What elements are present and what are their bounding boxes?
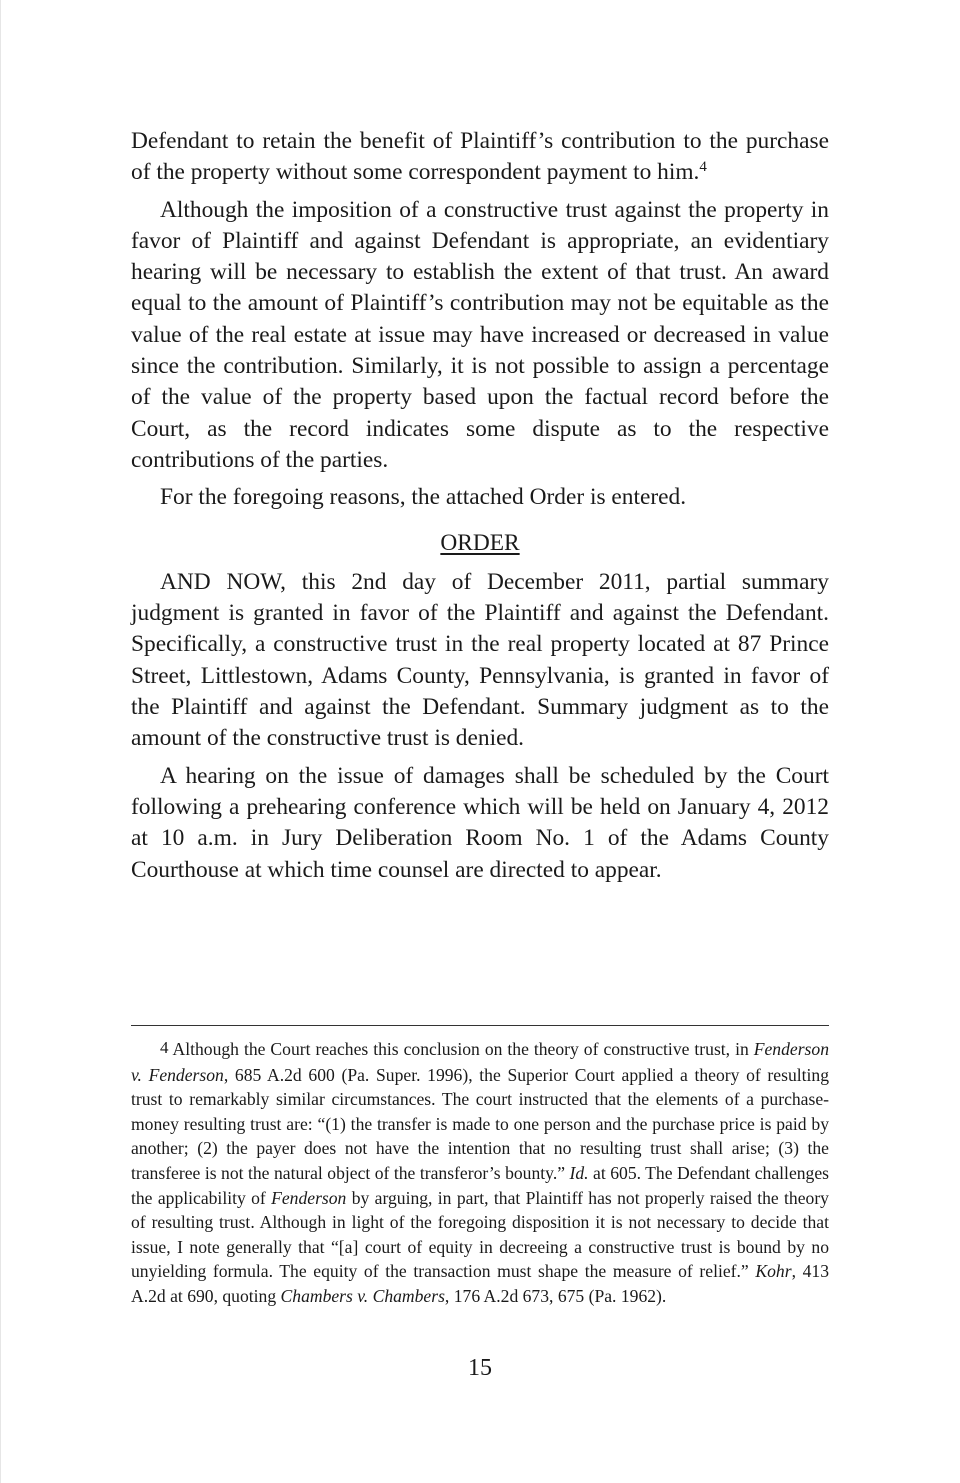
case-citation: Id.: [569, 1162, 589, 1183]
footnote-number: 4: [160, 1038, 169, 1057]
case-citation: Fenderson v. Fenderson: [131, 1039, 829, 1085]
case-citation: Fenderson: [271, 1187, 347, 1208]
page-number: 15: [468, 1355, 492, 1381]
paragraph-continuation: Defendant to retain the benefit of Plaintiff’s contribution to the purchase of the property without some correspondent payment to him.$^4$: [131, 128, 829, 186]
paragraph-evidentiary-hearing: Although the imposition of a constructive trust against the property in favor of Plaintiff and against Defendant is appropriate, an evidentiary hearing will be necessary to establish the extent of that trust. An award equal to the amount of Plaintiff’s contribution may not be equitable as the value of the real estate at issue may have increased or decreased in value since the contribution. Similarly, it is not possible to assign a percentage of the value of the property based upon the factual record before the Court, as the record indicates some dispute as to the respective contributions of the parties.: [131, 196, 829, 473]
paragraph-foregoing-reasons: For the foregoing reasons, the attached Order is entered.: [160, 484, 687, 511]
paragraph-hearing: A hearing on the issue of damages shall be scheduled by the Court following a prehearing conference which will be held on January 4, 2012 at 10 a.m. in Jury Deliberation Room No. 1 of the Adams County Courthouse at which time counsel are directed to appear.: [131, 762, 829, 883]
main-text: [131, 126, 829, 886]
paragraph-order: AND NOW, this 2nd day of December 2011, partial summary judgment is granted in favor of the Plaintiff and against the Defendant. Specifically, a constructive trust in the real property located at 87 Prince Street, Littlestown, Adams County, Pennsylvania, is granted in favor of the Plaintiff and against the Defendant. Summary judgment as to the amount of the constructive trust is denied.: [131, 568, 829, 752]
page-edge: [0, 0, 1, 1483]
footnote-4: 4 Although the Court reaches this conclusion on the theory of constructive trust, in Fenderson v. Fenderson, 685 A.2d 600 (Pa. Super. 1996), the Superior Court applied a theory of resulting trust to remarkably similar circumstances. The court instructed that the elements of a purchase-money resulting trust are: “(1) the transfer is made to one person and the purchase price is paid by another; (2) the payer does not have the intention that no resulting trust shall arise; (3) the transferee is not the natural object of the transferor’s bounty.” Id. at 605. The Defendant challenges the applicability of Fenderson by arguing, in part, that Plaintiff has not properly raised the theory of resulting trust. Although in light of the foregoing disposition it is not necessary to decide that issue, I note generally that “[a] court of equity in decreeing a constructive trust is bound by no unyielding formula. The equity of the transaction must shape the measure of relief.” Kohr, 413 A.2d at 690, quoting Chambers v. Chambers, 176 A.2d 673, 675 (Pa. 1962).: [131, 1038, 830, 1306]
footnote-divider: [131, 1025, 829, 1026]
case-citation: Chambers v. Chambers: [280, 1285, 445, 1306]
case-citation: Kohr: [755, 1261, 792, 1282]
order-heading: ORDER: [440, 529, 520, 556]
footnote-reference: 4: [699, 159, 707, 176]
